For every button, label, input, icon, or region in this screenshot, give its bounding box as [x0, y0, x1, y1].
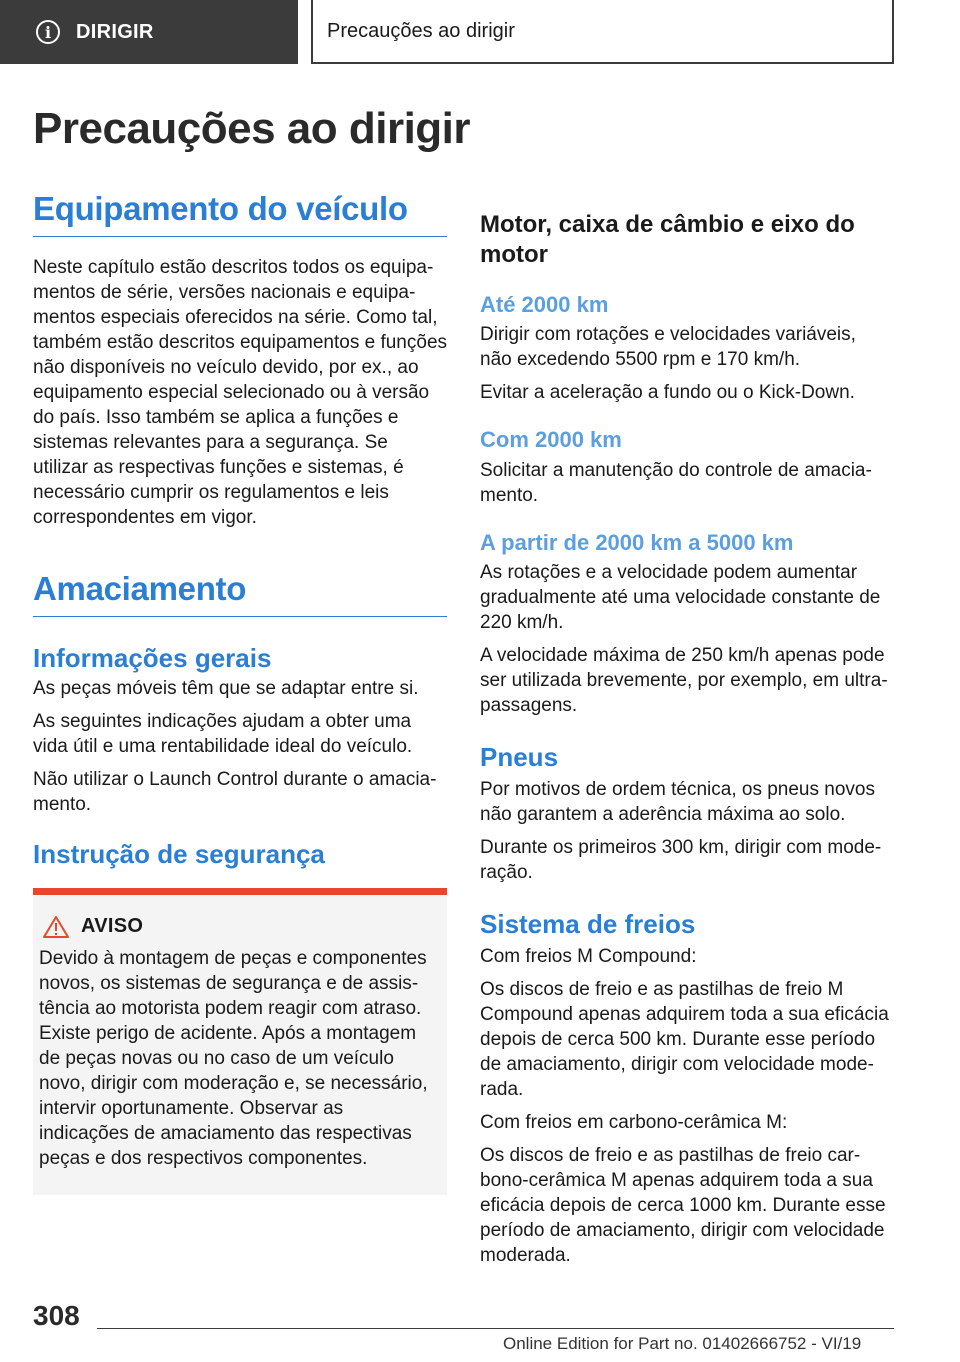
tires-p1: Por motivos de ordem técnica, os pneus novos não garantem a aderência máxima ao solo. — [480, 779, 875, 826]
header-section-label: DIRIGIR — [76, 20, 154, 43]
with-2000-heading: Com 2000 km — [480, 427, 622, 453]
header-section-tab — [0, 0, 298, 64]
header-chapter-tab — [311, 0, 894, 64]
page-number: 308 — [33, 1300, 80, 1331]
from-2000-heading: A partir de 2000 km a 5000 km — [480, 529, 794, 555]
left-column — [33, 190, 447, 1195]
warning-title: AVISO — [81, 915, 144, 938]
until-2000-p2: Evitar a aceleração a fundo ou o Kick-Down. — [480, 382, 855, 404]
footer-edition — [503, 1334, 861, 1354]
safety-heading: Instrução de segurança — [33, 839, 325, 870]
until-2000-p1: Dirigir com rotações e velocidades variáveis, não excedendo 5500 rpm e 170 km/h. — [480, 324, 856, 371]
equipment-heading: Equipamento do veículo — [33, 190, 447, 237]
with-2000-p1: Solicitar a manutenção do controle de amaciamento. — [480, 459, 872, 506]
brakes-heading: Sistema de freios — [480, 909, 696, 940]
until-2000-heading: Até 2000 km — [480, 291, 609, 317]
page-title: Precauções ao dirigir — [33, 104, 471, 153]
brakes-p2: Os discos de freio e as pastilhas de freio M Compound apenas adquirem toda a sua eficácia depois de cerca 500 km. Durante esse período de amaciamento, dirigir com velocidade moderada. — [480, 979, 889, 1101]
header-chapter-label: Precauções ao dirigir — [327, 19, 515, 42]
brakes-p4: Os discos de freio e as pastilhas de freio carbono-cerâmica M apenas adquirem toda a sua eficácia depois de cerca 1000 km. Durante esse período de amaciamento, dirigir com velocidade moderada. — [480, 1145, 886, 1267]
general-info-p3: Não utilizar o Launch Control durante o amaciamento. — [33, 769, 437, 816]
warning-text: Devido à montagem de peças e componentes novos, os sistemas de segurança e de assistência ao motorista podem reagir com atraso. Existe perigo de acidente. Após a montagem de peças novas ou no caso de um veículo novo, dirigir com moderação e, se necessário, intervir oportunamente. Observar as indicações de amaciamento das respectivas peças e dos respectivos componentes. — [39, 948, 428, 1170]
from-2000-p2: A velocidade máxima de 250 km/h apenas pode ser utilizada brevemente, por exemplo, em ultrapassagens. — [480, 645, 888, 717]
info-icon: i — [36, 20, 60, 44]
from-2000-p1: As rotações e a velocidade podem aumentar gradualmente até uma velocidade constante de 220 km/h. — [480, 562, 881, 634]
brakes-p3: Com freios em carbono-cerâmica M: — [480, 1112, 788, 1134]
tires-p2: Durante os primeiros 300 km, dirigir com moderação. — [480, 837, 882, 884]
footer-divider — [97, 1328, 894, 1329]
motor-heading: Motor, caixa de câmbio e eixo do motor — [480, 210, 855, 268]
general-info-p2: As seguintes indicações ajudam a obter uma vida útil e uma rentabilidade ideal do veículo. — [33, 711, 413, 758]
right-column — [480, 190, 890, 1268]
footer-edition-text: Online Edition for Part no. 01402666752 - VI/19 — [503, 1334, 862, 1353]
warning-triangle-icon — [43, 916, 69, 938]
general-info-p1: As peças móveis têm que se adaptar entre si. — [33, 678, 419, 700]
equipment-text: Neste capítulo estão descritos todos os equipamentos de série, versões nacionais e equipamentos especiais oferecidos na série. Como tal, também estão descritos equipamentos e funções não disponíveis no veículo devido, por ex., ao equipamento especial selecionado ou à versão do país. Isso também se aplica a funções e sistemas relevantes para a segurança. Se utilizar as respectivas funções e sistemas, é necessário cumprir os regulamentos e leis correspondentes em vigor. — [33, 257, 448, 528]
break-in-heading: Amaciamento — [33, 570, 447, 617]
general-info-heading: Informações gerais — [33, 643, 272, 673]
tires-heading: Pneus — [480, 742, 559, 773]
warning-box — [33, 888, 447, 1195]
brakes-p1: Com freios M Compound: — [480, 946, 697, 968]
